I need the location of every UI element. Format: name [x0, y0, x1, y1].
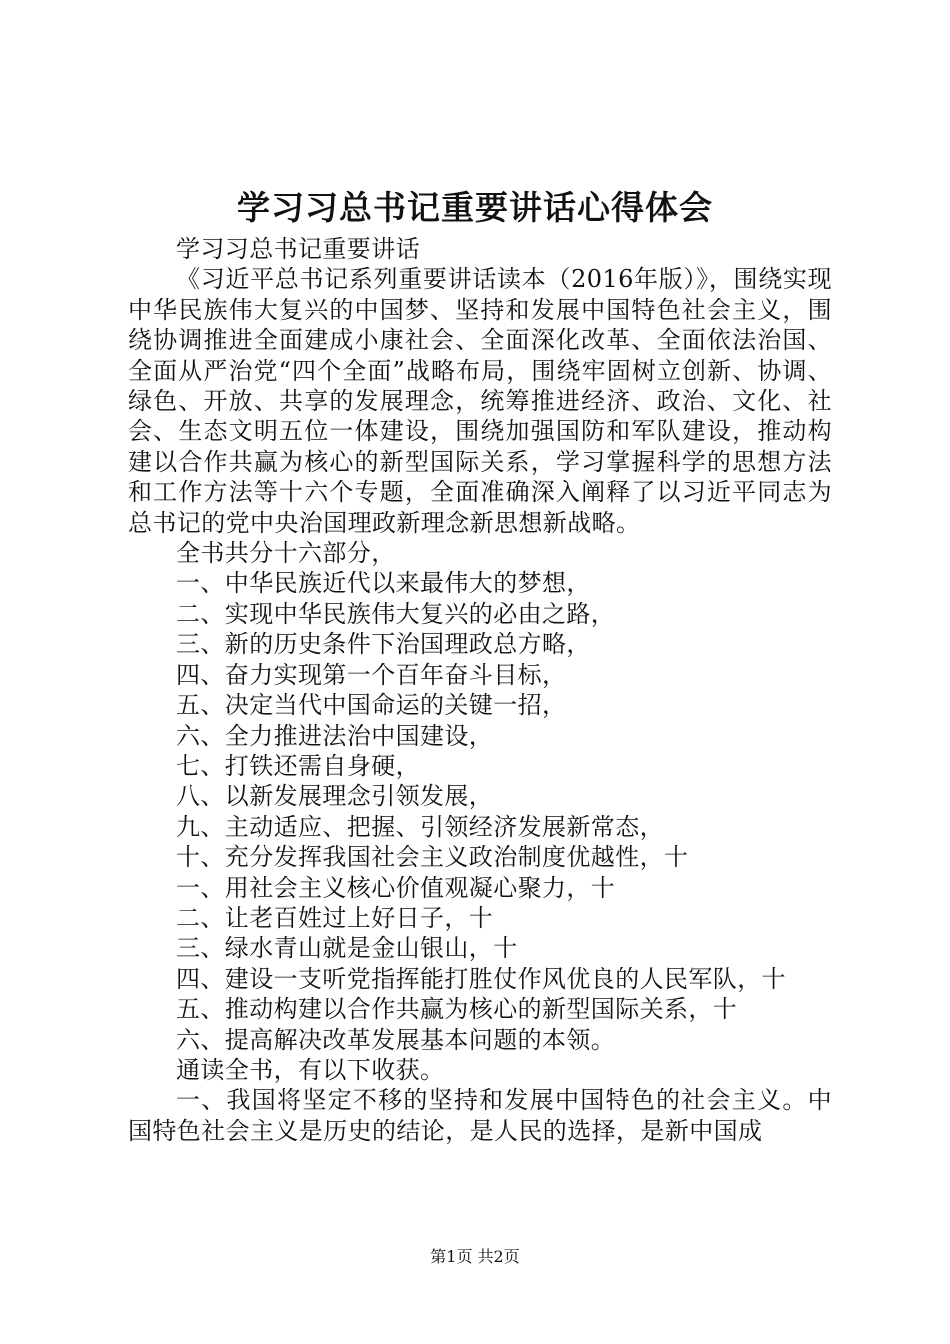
list-item: 四、奋力实现第一个百年奋斗目标， [176, 660, 567, 689]
page-number-footer: 第1页 共2页 [430, 1247, 520, 1266]
list-item: 六、全力推进法治中国建设， [176, 721, 494, 750]
list-item: 十、充分发挥我国社会主义政治制度优越性，十 [176, 843, 689, 872]
document-body [128, 234, 832, 1146]
gains-heading: 通读全书，有以下收获。 [176, 1055, 445, 1084]
list-item: 八、以新发展理念引领发展， [176, 782, 494, 811]
list-item: 九、主动适应、把握、引领经济发展新常态， [176, 812, 664, 841]
list-item: 三、绿水青山就是金山银山，十 [176, 934, 518, 963]
list-item: 四、建设一支听党指挥能打胜仗作风优良的人民军队，十 [176, 964, 786, 993]
intro-paragraph: 《习近平总书记系列重要讲话读本（2016年版）》，围绕实现中华民族伟大复兴的中国梦、坚持和发展中国特色社会主义，围绕协调推进全面建成小康社会、全面深化改革、全面依法治国、全面从严治党“四个全面”战略布局，围绕牢固树立创新、协调、绿色、开放、共享的发展理念，统筹推进经济、政治、文化、社会、生态文明五位一体建设，围绕加强国防和军队建设，推动构建以合作共赢为核心的新型国际关系，学习掌握科学的思想方法和工作方法等十六个专题，全面准确深入阐释了以习近平同志为总书记的党中央治国理政新理念新思想新战略。 [128, 265, 832, 537]
list-item: 五、决定当代中国命运的关键一招， [176, 691, 567, 720]
list-item: 五、推动构建以合作共赢为核心的新型国际关系，十 [176, 995, 738, 1024]
gain-one-paragraph: 一、我国将坚定不移的坚持和发展中国特色的社会主义。中国特色社会主义是历史的结论，是人民的选择，是新中国成 [128, 1086, 832, 1145]
list-item: 一、用社会主义核心价值观凝心聚力，十 [176, 873, 616, 902]
document-subtitle: 学习习总书记重要讲话 [176, 235, 420, 263]
list-item: 三、新的历史条件下治国理政总方略， [176, 630, 591, 659]
list-item: 二、让老百姓过上好日子，十 [176, 903, 494, 932]
list-item: 六、提高解决改革发展基本问题的本领。 [176, 1025, 616, 1054]
list-item: 一、中华民族近代以来最伟大的梦想， [176, 569, 591, 598]
parts-heading: 全书共分十六部分， [176, 539, 396, 568]
document-title: 学习习总书记重要讲话心得体会 [237, 188, 713, 227]
list-item: 七、打铁还需自身硬， [176, 751, 420, 780]
list-item: 二、实现中华民族伟大复兴的必由之路， [176, 599, 616, 628]
parts-list [128, 568, 832, 1055]
